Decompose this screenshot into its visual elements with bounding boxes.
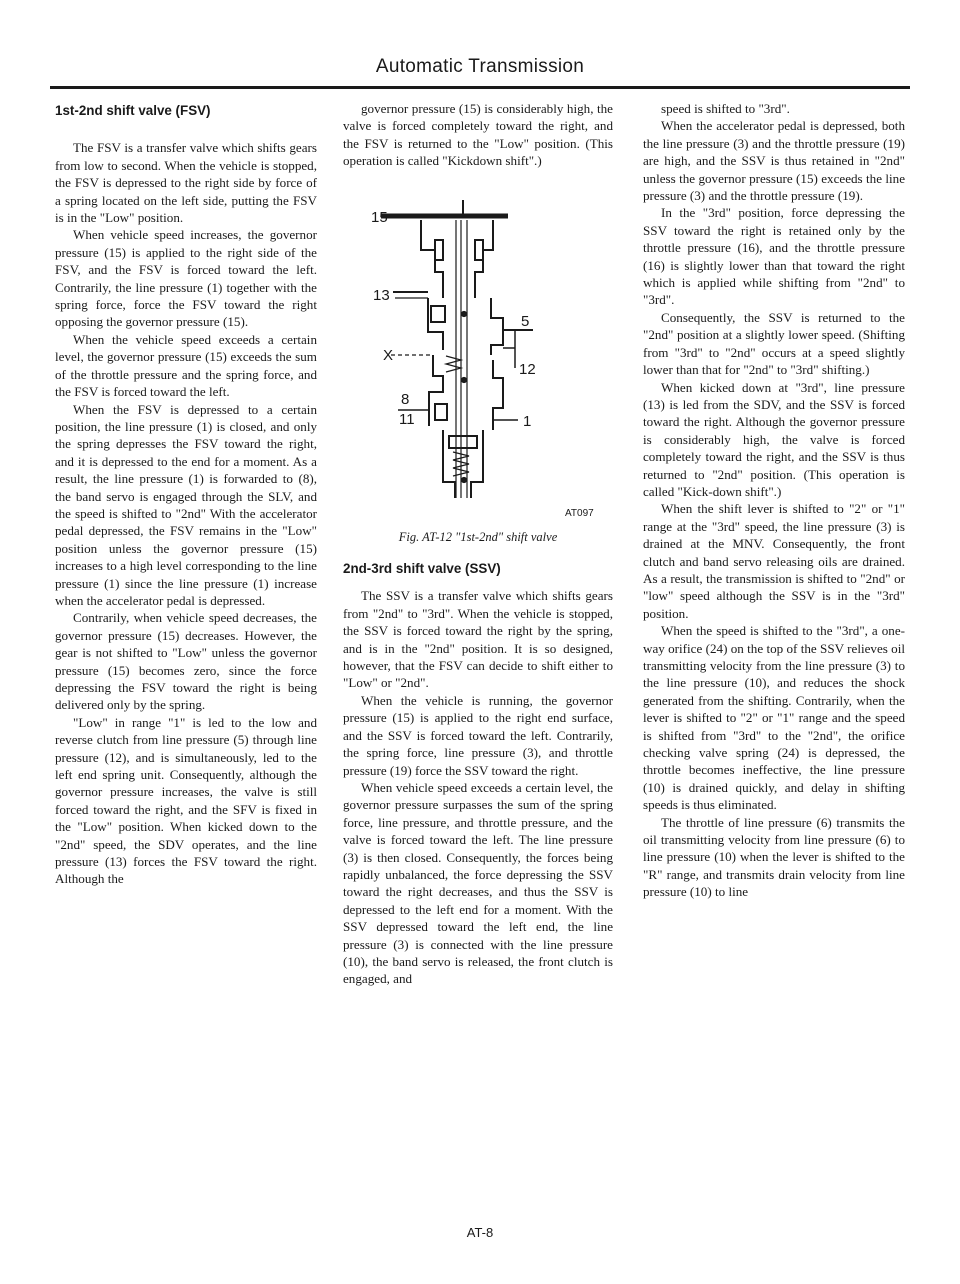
section-heading-ssv: 2nd-3rd shift valve (SSV) xyxy=(343,561,501,577)
header-title: Automatic Transmission xyxy=(375,56,585,77)
paragraph: In the "3rd" position, force depressing the SSV toward the right is retained only by the throttle pressure (16), and the throttle pressure (16) is slightly lower than that toward the right which is applied while shifting from "2nd" to "3rd". xyxy=(643,205,905,308)
label-13: 13 xyxy=(373,286,390,304)
label-11: 11 xyxy=(399,410,415,428)
page-number: AT-8 xyxy=(466,1225,494,1240)
label-15: 15 xyxy=(371,208,388,226)
paragraph: When vehicle speed increases, the governor pressure (15) is applied to the right side of the FSV, and the FSV is forced toward the left. Contrarily, the line pressure (1) together with the spring force, force the FSV toward the right opposing the governor pressure (15). xyxy=(55,227,317,330)
spring xyxy=(446,356,461,372)
label-x: X xyxy=(383,346,394,364)
valve-bore-right xyxy=(491,298,503,355)
check-ball xyxy=(462,311,467,316)
paragraph: When the FSV is depressed to a certain position, the line pressure (1) is closed, and only the spring depresses the FSV toward the right, and it is depressed to the end for a moment. As a result, the line pressure (1) is forwarded to (8), the band servo is engaged through the SLV, and the speed is shifted to "2nd" With the accelerator pedal depressed, the FSV remains in the "Low" position unless the governor pressure (15) increases to a high level corresponding to the line pressure (1) since the line pressure (1) increase when the accelerator pedal is depressed. xyxy=(55,401,317,608)
paragraph: When kicked down at "3rd", line pressure (13) is led from the SDV, and the SSV is forced toward the right. Although the governor pressure is considerably high, the valve is forced completely toward the right, and the SSV is thus returned to "2nd" position. (This operation is called "Kick-down shift".) xyxy=(643,379,905,499)
valve-land xyxy=(435,240,443,260)
paragraph: When the speed is shifted to the "3rd", a one-way orifice (24) on the top of the SSV relieves oil transmitting velocity from the line pressure (3) to the line pressure (10), and reduces the shock generated from the shifting. Contrarily, when the lever is shifted to "2" or "1" range and the speed is shifted from "3rd" to the "2nd", the orifice checking valve spring (24) is depressed, the throttle becomes ineffective, the line pressure (10) is drained quickly, and delay in shifting speeds is thus eliminated. xyxy=(643,623,905,813)
valve-land xyxy=(435,404,447,420)
label-1: 1 xyxy=(523,412,532,430)
valve-land xyxy=(431,306,445,322)
paragraph: When the accelerator pedal is depressed, both the line pressure (3) and the throttle pressure (19) are high, and the SSV is thus retained in "2nd" unless the governor pressure (15) exceeds the line pressure (3) and the throttle pressure (19). xyxy=(643,118,905,204)
paragraph: When the vehicle speed exceeds a certain level, the governor pressure (15) exceeds the sum of the throttle pressure and the spring force, and the FSV is forced toward the left. xyxy=(55,331,317,400)
check-ball xyxy=(462,377,467,382)
shift-valve-diagram xyxy=(343,180,613,546)
valve-schematic xyxy=(343,180,613,525)
paragraph: When the shift lever is shifted to "2" or "1" range at the "3rd" speed, the line pressure (3) is drained at the MNV. Consequently, the front clutch and band servo releasing oils are drained. As a result, the transmission is shifted to "2nd" or "low" speed although the SSV is in the "3rd" position. xyxy=(643,501,905,621)
paragraph: The throttle of line pressure (6) transmits the oil transmitting velocity from line pressure (6) to line pressure (10) when the lever is shifted to the "R" range, and transmits drain velocity from line pressure (10) to line xyxy=(643,814,905,900)
column-1 xyxy=(55,100,317,888)
valve-land xyxy=(449,436,477,448)
check-ball xyxy=(462,477,467,482)
paragraph: The FSV is a transfer valve which shifts gears from low to second. When the vehicle is stopped, the FSV is depressed to the right side by force of a spring located on the left side, putting the FSV is in the "Low" position. xyxy=(55,140,317,226)
figure-caption: Fig. AT-12 "1st-2nd" shift valve xyxy=(398,529,558,544)
paragraph: Contrarily, when vehicle speed decreases, the governor pressure (15) decreases. However, the gear is not shifted to "Low" unless the governor pressure (15) becomes zero, since the force depressing the FSV toward the right is being delivered only by the spring. xyxy=(55,610,317,713)
column-3 xyxy=(643,100,905,901)
valve-land xyxy=(475,240,483,260)
paragraph: When vehicle speed exceeds a certain level, the governor pressure surpasses the sum of the spring force, line pressure, and throttle pressure, and the valve is forced toward the left. The line pressure (3) is then closed. Consequently, the forces being rapidly unbalanced, the force depressing the SSV toward the right decreases, and thus the SSV is depressed to the left end for a moment. With the SSV depressed toward the left end, the line pressure (3) is connected with the line pressure (10), the band servo is released, the front clutch is engaged, and xyxy=(343,779,613,987)
paragraph: The SSV is a transfer valve which shifts gears from "2nd" to "3rd". When the vehicle is stopped, the SSV is forced toward the right by the spring, and is in the "2nd" position. It is so designed, however, that the FSV can decide to shift either to "Low" or "2nd". xyxy=(343,588,613,691)
paragraph: When the vehicle is running, the governor pressure (15) is applied to the right end surface, and the SSV is forced toward the left. Contrarily, the spring force, line pressure (3), and throttle pressure (19) force the SSV toward the right. xyxy=(343,692,613,778)
label-12: 12 xyxy=(519,360,536,378)
figure-code: AT097 xyxy=(565,507,594,519)
page-header xyxy=(50,52,910,89)
label-8: 8 xyxy=(401,390,410,408)
paragraph: governor pressure (15) is considerably high, the valve is forced completely toward the right, and the FSV is returned to the "Low" position. (This operation is called "Kickdown shift".) xyxy=(343,101,613,169)
label-5: 5 xyxy=(521,312,530,330)
paragraph: speed is shifted to "3rd". xyxy=(661,101,790,116)
column-2 xyxy=(343,100,613,988)
paragraph: Consequently, the SSV is returned to the "2nd" position at a slightly lower speed. (Shifting from "3rd" to "2nd" occurs at a speed slightly lower than that for "2nd" to "3rd" shifting.) xyxy=(643,309,905,378)
section-heading-fsv: 1st-2nd shift valve (FSV) xyxy=(55,103,211,118)
paragraph: "Low" in range "1" is led to the low and reverse clutch from line pressure (5) through line pressure (12), and is simultaneously, led to the left end spring unit. Consequently, although the governor pressure increases, the valve is still forced toward the right, and the SFV is fixed in the "Low" position. When kicked down to the "2nd" speed, the SDV operates, and the line pressure (13) forces the FSV toward the right. Although the xyxy=(55,714,317,887)
